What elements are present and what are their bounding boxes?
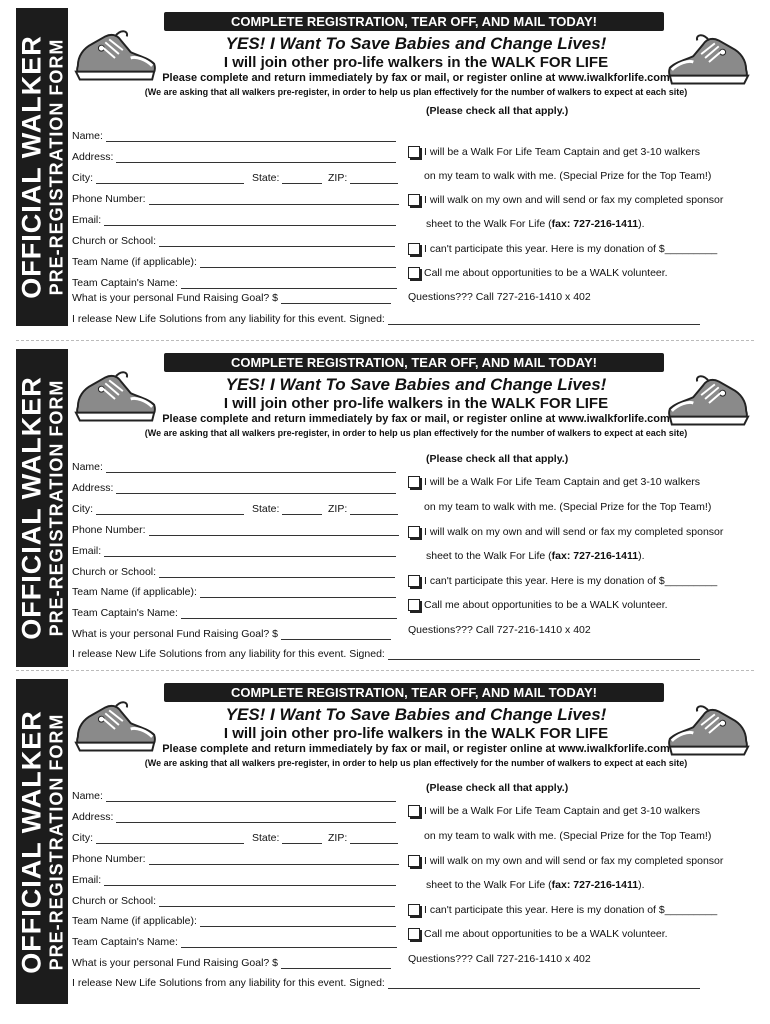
volunteer-option[interactable]: Call me about opportunities to be a WALK volunteer. [408,599,668,611]
captain-option[interactable]: I will be a Walk For Life Team Captain and get 3-10 walkers [408,146,700,158]
subheadline: I will join other pro-life walkers in the WALK FOR LIFE [223,395,609,412]
captain-field[interactable]: Team Captain's Name: [72,607,397,619]
captain-option[interactable]: I will be a Walk For Life Team Captain and get 3-10 walkers [408,805,700,817]
goal-field[interactable]: What is your personal Fund Raising Goal? $ [72,628,391,640]
state-field[interactable]: State: [252,832,322,844]
zip-field[interactable]: ZIP: [328,503,398,515]
instruction: Please complete and return immediately by fax or mail, or register online at www.iwalkforlife.com [162,72,670,84]
zip-field[interactable]: ZIP: [328,832,398,844]
side-panel [16,679,68,1004]
release-line[interactable]: I release New Life Solutions from any liability for this event. Signed: [72,313,700,325]
banner: COMPLETE REGISTRATION, TEAR OFF, AND MAIL TODAY! [164,683,664,702]
captain-field[interactable]: Team Captain's Name: [72,936,397,948]
check-header: (Please check all that apply.) [426,782,569,794]
checkbox[interactable] [408,194,420,206]
email-field[interactable]: Email: [72,214,396,226]
side-subtitle: PRE-REGISTRATION FORM [46,379,67,637]
side-title: OFFICIAL WALKER [16,709,47,974]
side-subtitle: PRE-REGISTRATION FORM [46,38,67,296]
donate-option[interactable]: I can't participate this year. Here is my donation of $_________ [408,904,717,916]
checkbox[interactable] [408,575,420,587]
checkbox[interactable] [408,243,420,255]
donate-option[interactable]: I can't participate this year. Here is my donation of $_________ [408,243,717,255]
volunteer-option[interactable]: Call me about opportunities to be a WALK volunteer. [408,267,668,279]
address-field[interactable]: Address: [72,151,396,163]
name-field[interactable]: Name: [72,130,396,142]
registration-form-2 [16,349,754,667]
own-option-cont: sheet to the Walk For Life ( fax: 727-216-1411 ). [426,218,645,230]
questions-text: Questions??? Call 727-216-1410 x 402 [408,291,591,303]
headline: YES! I Want To Save Babies and Change Lives! [225,375,607,394]
checkbox[interactable] [408,855,420,867]
goal-field[interactable]: What is your personal Fund Raising Goal? $ [72,292,391,304]
own-option[interactable]: I will walk on my own and will send or fax my completed sponsor [408,855,723,867]
instruction: Please complete and return immediately by fax or mail, or register online at www.iwalkforlife.com [162,413,670,425]
banner: COMPLETE REGISTRATION, TEAR OFF, AND MAIL TODAY! [164,353,664,372]
tear-line [16,340,754,341]
checkbox[interactable] [408,526,420,538]
own-option-cont: sheet to the Walk For Life ( fax: 727-216-1411 ). [426,550,645,562]
own-option[interactable]: I will walk on my own and will send or fax my completed sponsor [408,194,723,206]
registration-form-1 [16,8,754,326]
city-field[interactable]: City: [72,503,244,515]
checkbox[interactable] [408,599,420,611]
phone-field[interactable]: Phone Number: [72,524,399,536]
name-field[interactable]: Name: [72,461,396,473]
side-title: OFFICIAL WALKER [16,376,47,640]
own-option[interactable]: I will walk on my own and will send or fax my completed sponsor [408,526,723,538]
note: (We are asking that all walkers pre-register, in order to help us plan effectively for the number of walkers to expect at each site) [144,87,688,97]
donate-option[interactable]: I can't participate this year. Here is my donation of $_________ [408,575,717,587]
tear-line [16,670,754,671]
instruction: Please complete and return immediately by fax or mail, or register online at www.iwalkforlife.com [162,743,670,755]
checkbox[interactable] [408,805,420,817]
subheadline: I will join other pro-life walkers in the WALK FOR LIFE [223,54,609,71]
checkbox[interactable] [408,476,420,488]
questions-text: Questions??? Call 727-216-1410 x 402 [408,953,591,965]
registration-form-3 [16,679,754,997]
state-field[interactable]: State: [252,172,322,184]
checkbox[interactable] [408,267,420,279]
checkbox[interactable] [408,904,420,916]
state-field[interactable]: State: [252,503,322,515]
side-panel [16,8,68,326]
headline: YES! I Want To Save Babies and Change Lives! [225,34,607,53]
side-panel [16,349,68,667]
own-option-cont: sheet to the Walk For Life ( fax: 727-216-1411 ). [426,879,645,891]
team-name-field[interactable]: Team Name (if applicable): [72,256,396,268]
goal-field[interactable]: What is your personal Fund Raising Goal? $ [72,957,391,969]
release-line[interactable]: I release New Life Solutions from any liability for this event. Signed: [72,977,700,989]
phone-field[interactable]: Phone Number: [72,853,399,865]
volunteer-option[interactable]: Call me about opportunities to be a WALK volunteer. [408,928,668,940]
city-field[interactable]: City: [72,172,244,184]
check-header: (Please check all that apply.) [426,105,569,117]
note: (We are asking that all walkers pre-register, in order to help us plan effectively for the number of walkers to expect at each site) [144,758,688,768]
questions-text: Questions??? Call 727-216-1410 x 402 [408,624,591,636]
subheadline: I will join other pro-life walkers in the WALK FOR LIFE [223,725,609,742]
captain-field[interactable]: Team Captain's Name: [72,277,397,289]
church-field[interactable]: Church or School: [72,235,395,247]
zip-field[interactable]: ZIP: [328,172,398,184]
email-field[interactable]: Email: [72,874,396,886]
headline: YES! I Want To Save Babies and Change Lives! [225,705,607,724]
name-field[interactable]: Name: [72,790,396,802]
captain-option[interactable]: I will be a Walk For Life Team Captain and get 3-10 walkers [408,476,700,488]
captain-option-cont: on my team to walk with me. (Special Prize for the Top Team!) [424,170,712,182]
side-subtitle: PRE-REGISTRATION FORM [46,713,67,970]
city-field[interactable]: City: [72,832,244,844]
check-header: (Please check all that apply.) [426,453,569,465]
team-name-field[interactable]: Team Name (if applicable): [72,586,396,598]
banner: COMPLETE REGISTRATION, TEAR OFF, AND MAIL TODAY! [164,12,664,31]
note: (We are asking that all walkers pre-register, in order to help us plan effectively for the number of walkers to expect at each site) [144,428,688,438]
checkbox[interactable] [408,146,420,158]
phone-field[interactable]: Phone Number: [72,193,399,205]
address-field[interactable]: Address: [72,482,396,494]
church-field[interactable]: Church or School: [72,895,395,907]
address-field[interactable]: Address: [72,811,396,823]
church-field[interactable]: Church or School: [72,566,395,578]
email-field[interactable]: Email: [72,545,396,557]
captain-option-cont: on my team to walk with me. (Special Prize for the Top Team!) [424,830,712,842]
checkbox[interactable] [408,928,420,940]
captain-option-cont: on my team to walk with me. (Special Prize for the Top Team!) [424,501,712,513]
release-line[interactable]: I release New Life Solutions from any liability for this event. Signed: [72,648,700,660]
side-title: OFFICIAL WALKER [16,35,47,299]
team-name-field[interactable]: Team Name (if applicable): [72,915,396,927]
